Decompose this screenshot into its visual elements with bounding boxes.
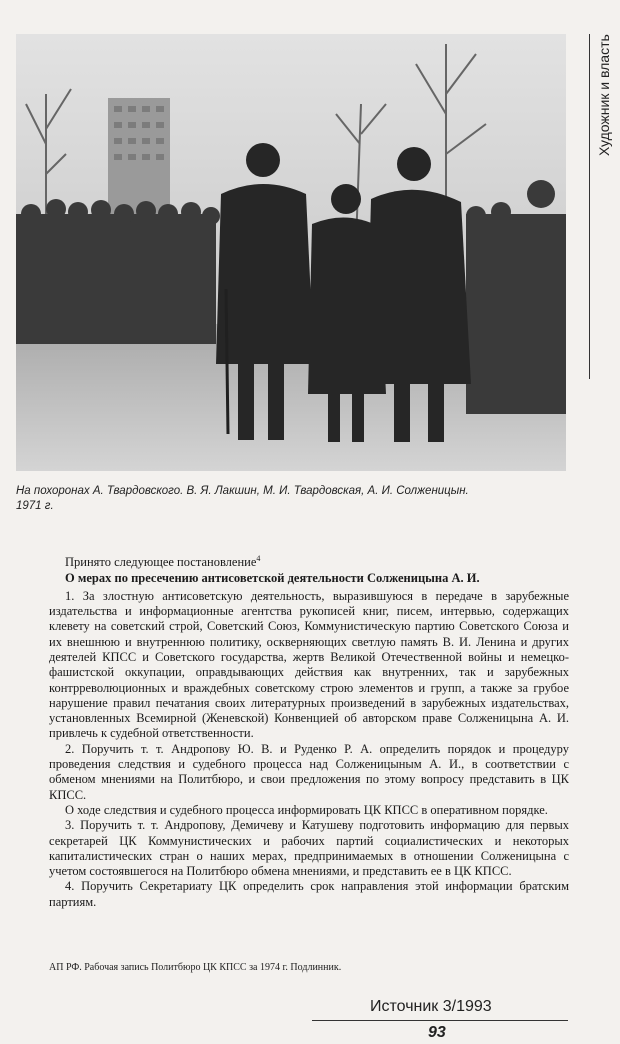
decree-paragraph: 3. Поручить т. т. Андропову, Демичеву и Катушеву подготовить информацию для первых секретарей ЦК Коммунистических и рабочих партий социалистических и некоторых капиталистических стран о наших мерах, предпринимаемых в отношении Солженицына с учетом состоявшегося на Политбюро обмена мнениями, и представить ее в ЦК КПСС. [49, 818, 569, 879]
running-section-title: Художник и власть [596, 34, 612, 156]
photo-illustration [16, 34, 566, 471]
page-number: 93 [428, 1024, 446, 1041]
footer-rule [312, 1020, 568, 1021]
journal-source: Источник 3/1993 [370, 998, 492, 1015]
decree-text [49, 551, 569, 910]
side-rule [589, 34, 590, 379]
funeral-photo [16, 34, 566, 471]
caption-line-1: На похоронах А. Твардовского. В. Я. Лакшин, М. И. Твардовская, А. И. Солженицын. [16, 485, 469, 497]
decree-heading: О мерах по пресечению антисоветской деятельности Солженицына А. И. [65, 571, 480, 586]
decree-paragraph: 4. Поручить Секретариату ЦК определить срок направления этой информации братским партиям. [49, 879, 569, 909]
photo-caption [16, 484, 576, 514]
caption-line-2: 1971 г. [16, 500, 54, 512]
archive-reference: АП РФ. Рабочая запись Политбюро ЦК КПСС за 1974 г. Подлинник. [49, 962, 342, 973]
decree-intro [49, 551, 569, 570]
footnote-ref: 4 [256, 554, 261, 563]
decree-paragraph: 1. За злостную антисоветскую деятельность, выразившуюся в передаче в зарубежные издательства и информационные агентства рукописей книг, писем, интервью, содержащих клевету на советский строй, Советский Союз, Коммунистическую партию Советского Союза и их внешнюю и внутреннюю политику, оскверняющих светлую память В. И. Ленина и других деятелей КПСС и Советского государства, жертв Великой Отечественной войны и немецко-фашистской оккупации, оправдывающих действия как внутренних, так и зарубежных контрреволюционных и враждебных советскому строю элементов и групп, а также за грубое нарушение правил печатания своих литературных произведений в зарубежных издательствах, установленных Всемирной (Женевской) Конвенцией об авторском праве Солженицына А. И. привлечь к судебной ответственности. [49, 588, 569, 741]
decree-paragraph: О ходе следствия и судебного процесса информировать ЦК КПСС в оперативном порядке. [65, 802, 548, 817]
decree-paragraph: 2. Поручить т. т. Андропову Ю. В. и Руденко Р. А. определить порядок и процедуру проведения следствия и судебного процесса над Солженицыным А. И., в соответствии с обменом мнениями на Политбюро, и свои предложения по этому вопросу представить в ЦК КПСС. [49, 741, 569, 802]
decree-intro-text: Принято следующее постановление [65, 555, 257, 570]
